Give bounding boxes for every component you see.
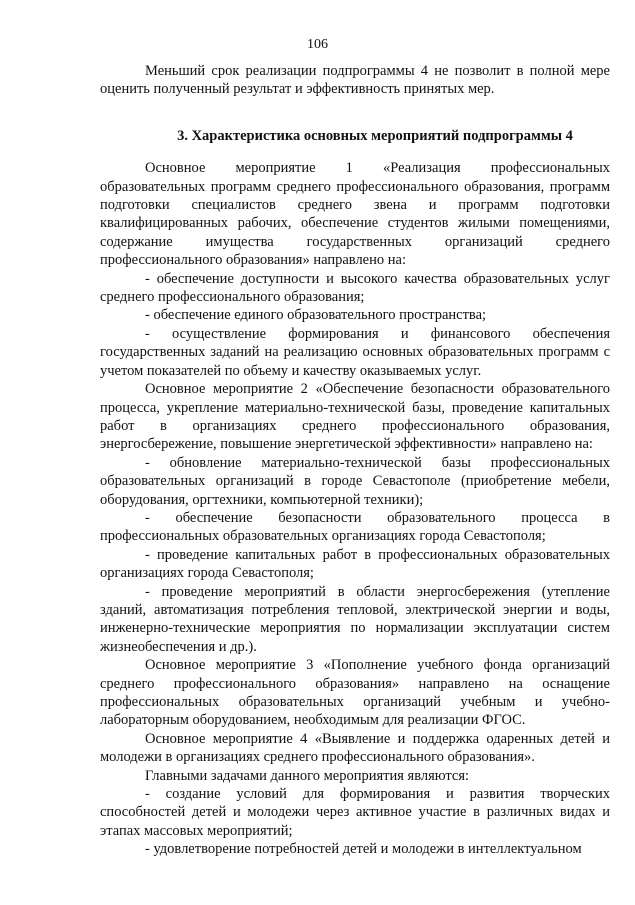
- page-number: 106: [307, 37, 328, 52]
- paragraph: - обновление материально-технической базы профессиональных образовательных организаций в городе Севастополе (приобретение мебели, оборудования, оргтехники, компьютерной техники);: [100, 454, 610, 508]
- section-title: 3. Характеристика основных мероприятий подпрограммы 4: [177, 127, 573, 144]
- document-body: [100, 62, 610, 859]
- paragraph: Основное мероприятие 2 «Обеспечение безопасности образовательного процесса, укрепление материально-технической базы, проведение капитальных работ в организациях среднего профессионального образования, энергосбережение, повышение энергетической эффективности» направлено на:: [100, 381, 610, 453]
- paragraph: Основное мероприятие 1 «Реализация профессиональных образовательных программ среднего профессионального образования, программ подготовки специалистов среднего звена и программ подготовки квалифицированных рабочих, обеспечение студентов жилыми помещениями, содержание имущества государственных организаций среднего профессионального образования» направлено на:: [100, 160, 610, 269]
- paragraph: - проведение капитальных работ в профессиональных образовательных организациях города Севастополя;: [100, 546, 610, 582]
- paragraph: - создание условий для формирования и развития творческих способностей детей и молодежи через активное участие в различных видах и этапах массовых мероприятий;: [100, 786, 610, 839]
- paragraph: - обеспечение доступности и высокого качества образовательных услуг среднего профессионального образования;: [100, 270, 610, 306]
- paragraph: Основное мероприятие 4 «Выявление и поддержка одаренных детей и молодежи в организациях среднего профессионального образования».: [100, 730, 610, 766]
- paragraph: - обеспечение безопасности образовательного процесса в профессиональных образовательных организациях города Севастополя;: [100, 509, 610, 545]
- paragraph: Главными задачами данного мероприятия являются:: [145, 767, 470, 784]
- paragraph: - обеспечение единого образовательного пространства;: [145, 307, 487, 324]
- paragraph: Основное мероприятие 3 «Пополнение учебного фонда организаций среднего профессионального образования» направлено на оснащение профессиональных образовательных организаций учебным и учебно-лабораторным оборудованием, необходимым для реализации ФГОС.: [100, 657, 610, 729]
- paragraph: - осуществление формирования и финансового обеспечения государственных заданий на реализацию основных образовательных программ с учетом показателей по объему и качеству оказываемых услуг.: [100, 325, 610, 379]
- paragraph: - проведение мероприятий в области энергосбережения (утепление зданий, автоматизация потребления тепловой, электрической энергии и воды, инженерно-технические мероприятия по нормализации эксплуатации систем жизнеобеспечения и др.).: [100, 583, 610, 655]
- paragraph: - удовлетворение потребностей детей и молодежи в интеллектуальном: [145, 841, 582, 858]
- intro-paragraph: Меньший срок реализации подпрограммы 4 не позволит в полной мере оценить полученный результат и эффективность принятых мер.: [100, 63, 610, 98]
